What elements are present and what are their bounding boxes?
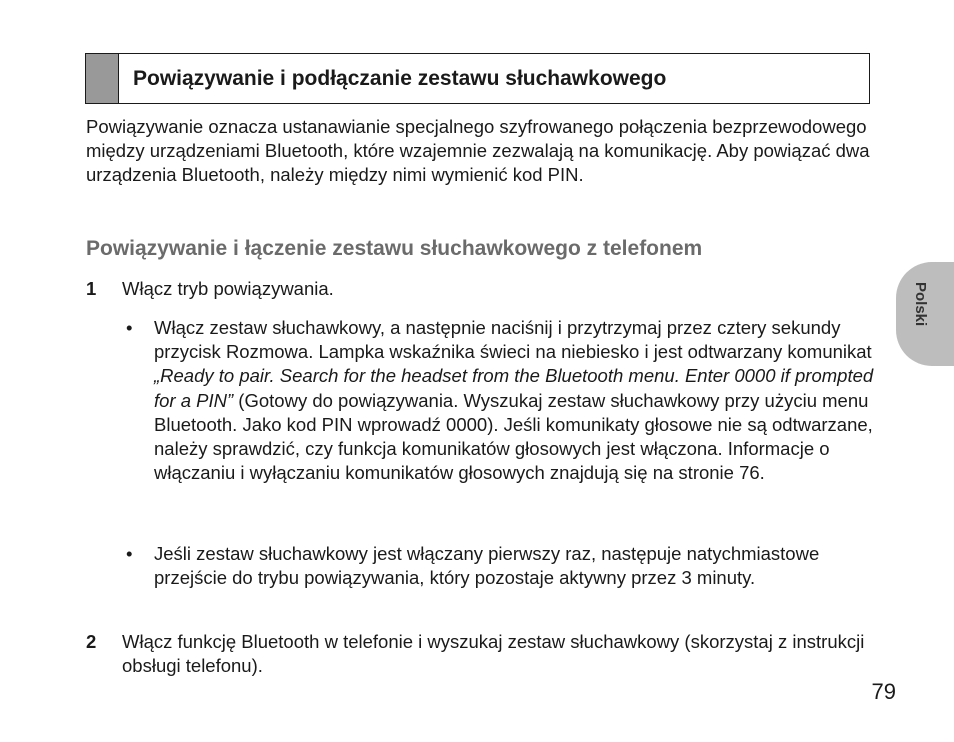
page-number: 79 <box>871 679 896 704</box>
bullet-item <box>126 542 876 590</box>
voice-prompt-quote: „Ready to pair. Search for the headset from the Bluetooth menu. Enter 0000 if prompted for a PIN” <box>154 365 874 411</box>
section-title: Powiązywanie i podłączanie zestawu słuchawkowego <box>133 67 667 90</box>
intro-paragraph: Powiązywanie oznacza ustanawianie specjalnego szyfrowanego połączenia bezprzewodowego między urządzeniami Bluetooth, które wzajemnie zezwalają na komunikację. Aby powiązać dwa urządzenia Bluetooth, należy między nimi wymienić kod PIN. <box>86 116 870 185</box>
subsection-title: Powiązywanie i łączenie zestawu słuchawkowego z telefonem <box>86 237 703 260</box>
language-tab-label: Polski <box>912 282 929 327</box>
step-2 <box>86 630 876 678</box>
bullet-text-before: Włącz zestaw słuchawkowy, a następnie naciśnij i przytrzymaj przez cztery sekundy przycisk Rozmowa. Lampka wskaźnika świeci na niebiesko i jest odtwarzany komunikat <box>154 317 872 363</box>
step-text: Włącz tryb powiązywania. <box>122 278 334 299</box>
section-title-marker <box>86 54 119 103</box>
step-number: 1 <box>86 278 97 299</box>
bullet-text: Jeśli zestaw słuchawkowy jest włączany pierwszy raz, następuje natychmiastowe przejście do trybu powiązywania, który pozostaje aktywny przez 3 minuty. <box>154 543 820 589</box>
bullet-symbol: • <box>126 317 133 338</box>
bullet-text <box>154 316 876 485</box>
step-1 <box>86 277 876 301</box>
bullet-item <box>126 316 876 485</box>
step-text: Włącz funkcję Bluetooth w telefonie i wyszukaj zestaw słuchawkowy (skorzystaj z instrukcji obsługi telefonu). <box>122 631 865 676</box>
bullet-symbol: • <box>126 543 133 564</box>
language-tab <box>896 262 954 366</box>
step-number: 2 <box>86 631 97 652</box>
section-title-box <box>85 53 870 104</box>
bullet-text-after: (Gotowy do powiązywania. Wyszukaj zestaw słuchawkowy przy użyciu menu Bluetooth. Jako kod PIN wprowadź 0000). Jeśli komunikaty głosowe nie są odtwarzane, należy sprawdzić, czy funkcja komunikatów głosowych jest włączona. Informacje o włączaniu i wyłączaniu komunikatów głosowych znajdują się na stronie 76. <box>154 389 873 484</box>
